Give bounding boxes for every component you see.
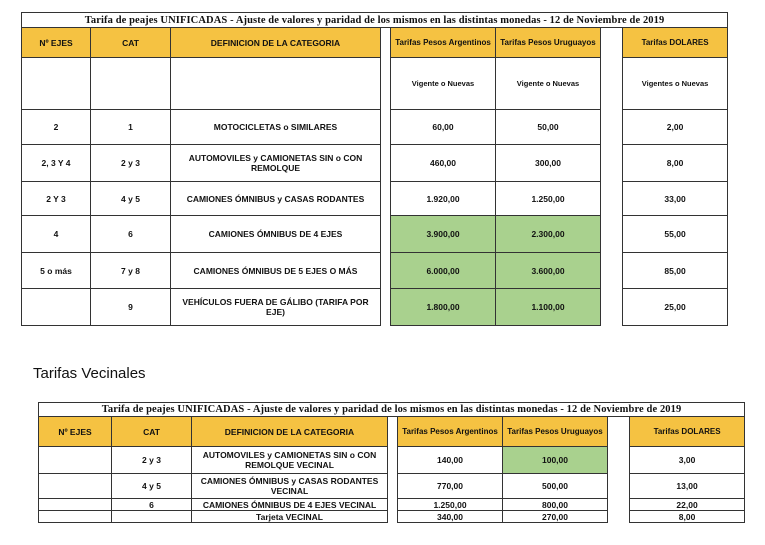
- cell-cat: 1: [91, 110, 171, 145]
- cell-dolares: 2,00: [623, 110, 728, 145]
- column-gap: [388, 474, 398, 499]
- column-gap: [388, 511, 398, 523]
- table-row: [22, 182, 728, 216]
- column-gap: [601, 110, 623, 145]
- cell-dolares: 8,00: [623, 145, 728, 182]
- column-gap: [601, 28, 623, 58]
- header-definicion: DEFINICION DE LA CATEGORIA: [171, 28, 381, 58]
- header-definicion: DEFINICION DE LA CATEGORIA: [192, 417, 388, 447]
- cell-pesos-ar: 340,00: [398, 511, 503, 523]
- section-heading-vecinales: Tarifas Vecinales: [33, 365, 146, 382]
- column-gap: [601, 182, 623, 216]
- column-gap: [601, 58, 623, 110]
- cell-pesos-uy: 3.600,00: [496, 253, 601, 289]
- subheader-blank: [22, 58, 91, 110]
- cell-pesos-ar: 1.920,00: [391, 182, 496, 216]
- column-gap: [608, 511, 630, 523]
- cell-cat: 2 y 3: [91, 145, 171, 182]
- cell-pesos-uy: 300,00: [496, 145, 601, 182]
- column-gap: [608, 447, 630, 474]
- cell-dolares: 55,00: [623, 216, 728, 253]
- cell-definicion: CAMIONES ÓMNIBUS DE 4 EJES VECINAL: [192, 499, 388, 511]
- table-row: [39, 499, 745, 511]
- cell-ejes: 5 o más: [22, 253, 91, 289]
- cell-ejes: [39, 511, 112, 523]
- column-gap: [381, 253, 391, 289]
- cell-pesos-uy: 500,00: [503, 474, 608, 499]
- cell-pesos-ar: 1.800,00: [391, 289, 496, 326]
- column-gap: [381, 58, 391, 110]
- cell-ejes: 2, 3 Y 4: [22, 145, 91, 182]
- column-gap: [388, 417, 398, 447]
- column-gap: [608, 417, 630, 447]
- table-row: [22, 145, 728, 182]
- cell-pesos-ar: 770,00: [398, 474, 503, 499]
- cell-ejes: [39, 474, 112, 499]
- table-row: [22, 289, 728, 326]
- subheader-pesos-uy: Vigente o Nuevas: [496, 58, 601, 110]
- header-pesos-ar: Tarifas Pesos Argentinos: [391, 28, 496, 58]
- cell-ejes: 2: [22, 110, 91, 145]
- table-row: [22, 110, 728, 145]
- cell-pesos-ar: 1.250,00: [398, 499, 503, 511]
- column-gap: [381, 110, 391, 145]
- cell-cat: 4 y 5: [112, 474, 192, 499]
- cell-ejes: [39, 499, 112, 511]
- header-pesos-uy: Tarifas Pesos Uruguayos: [496, 28, 601, 58]
- cell-dolares: 85,00: [623, 253, 728, 289]
- cell-cat: 7 y 8: [91, 253, 171, 289]
- table-row: [22, 216, 728, 253]
- column-gap: [381, 216, 391, 253]
- cell-definicion: CAMIONES ÓMNIBUS DE 5 EJES O MÁS: [171, 253, 381, 289]
- column-gap: [388, 499, 398, 511]
- cell-ejes: [39, 447, 112, 474]
- column-gap: [608, 474, 630, 499]
- cell-dolares: 3,00: [630, 447, 745, 474]
- cell-pesos-uy: 50,00: [496, 110, 601, 145]
- main-toll-table: [21, 12, 728, 326]
- column-gap: [388, 447, 398, 474]
- column-gap: [608, 499, 630, 511]
- table-title: Tarifa de peajes UNIFICADAS - Ajuste de valores y paridad de los mismos en las distintas monedas - 12 de Noviembre de 2019: [22, 13, 728, 28]
- table-row: [39, 447, 745, 474]
- column-gap: [601, 145, 623, 182]
- column-gap: [381, 145, 391, 182]
- table-row: [22, 253, 728, 289]
- cell-definicion: AUTOMOVILES y CAMIONETAS SIN o CON REMOLQUE: [171, 145, 381, 182]
- cell-cat: 6: [91, 216, 171, 253]
- cell-dolares: 25,00: [623, 289, 728, 326]
- header-ejes: Nº EJES: [22, 28, 91, 58]
- column-gap: [601, 216, 623, 253]
- header-cat: CAT: [112, 417, 192, 447]
- cell-ejes: [22, 289, 91, 326]
- column-gap: [601, 289, 623, 326]
- header-cat: CAT: [91, 28, 171, 58]
- header-dolares: Tarifas DOLARES: [630, 417, 745, 447]
- cell-pesos-ar: 140,00: [398, 447, 503, 474]
- cell-pesos-uy: 100,00: [503, 447, 608, 474]
- column-gap: [601, 253, 623, 289]
- cell-pesos-ar: 60,00: [391, 110, 496, 145]
- subheader-dolares: Vigentes o Nuevas: [623, 58, 728, 110]
- cell-pesos-uy: 270,00: [503, 511, 608, 523]
- header-pesos-uy: Tarifas Pesos Uruguayos: [503, 417, 608, 447]
- header-ejes: Nº EJES: [39, 417, 112, 447]
- cell-pesos-ar: 3.900,00: [391, 216, 496, 253]
- cell-cat: [112, 511, 192, 523]
- subheader-blank: [91, 58, 171, 110]
- cell-cat: 6: [112, 499, 192, 511]
- cell-cat: 4 y 5: [91, 182, 171, 216]
- cell-definicion: Tarjeta VECINAL: [192, 511, 388, 523]
- cell-dolares: 13,00: [630, 474, 745, 499]
- cell-dolares: 8,00: [630, 511, 745, 523]
- cell-ejes: 4: [22, 216, 91, 253]
- cell-dolares: 33,00: [623, 182, 728, 216]
- vecinal-toll-table: [38, 402, 745, 523]
- cell-pesos-uy: 1.250,00: [496, 182, 601, 216]
- cell-definicion: CAMIONES ÓMNIBUS y CASAS RODANTES: [171, 182, 381, 216]
- cell-pesos-uy: 2.300,00: [496, 216, 601, 253]
- table-title: Tarifa de peajes UNIFICADAS - Ajuste de valores y paridad de los mismos en las distintas monedas - 12 de Noviembre de 2019: [39, 403, 745, 417]
- column-gap: [381, 289, 391, 326]
- cell-dolares: 22,00: [630, 499, 745, 511]
- cell-pesos-uy: 800,00: [503, 499, 608, 511]
- header-pesos-ar: Tarifas Pesos Argentinos: [398, 417, 503, 447]
- subheader-pesos-ar: Vigente o Nuevas: [391, 58, 496, 110]
- cell-definicion: CAMIONES ÓMNIBUS DE 4 EJES: [171, 216, 381, 253]
- cell-pesos-uy: 1.100,00: [496, 289, 601, 326]
- cell-definicion: CAMIONES ÓMNIBUS y CASAS RODANTES VECINAL: [192, 474, 388, 499]
- cell-cat: 2 y 3: [112, 447, 192, 474]
- column-gap: [381, 182, 391, 216]
- cell-pesos-ar: 6.000,00: [391, 253, 496, 289]
- column-gap: [381, 28, 391, 58]
- cell-definicion: MOTOCICLETAS o SIMILARES: [171, 110, 381, 145]
- table-row: [39, 474, 745, 499]
- header-dolares: Tarifas DOLARES: [623, 28, 728, 58]
- cell-ejes: 2 Y 3: [22, 182, 91, 216]
- cell-definicion: VEHÍCULOS FUERA DE GÁLIBO (TARIFA POR EJE): [171, 289, 381, 326]
- cell-definicion: AUTOMOVILES y CAMIONETAS SIN o CON REMOLQUE VECINAL: [192, 447, 388, 474]
- cell-cat: 9: [91, 289, 171, 326]
- cell-pesos-ar: 460,00: [391, 145, 496, 182]
- subheader-blank: [171, 58, 381, 110]
- table-row: [39, 511, 745, 523]
